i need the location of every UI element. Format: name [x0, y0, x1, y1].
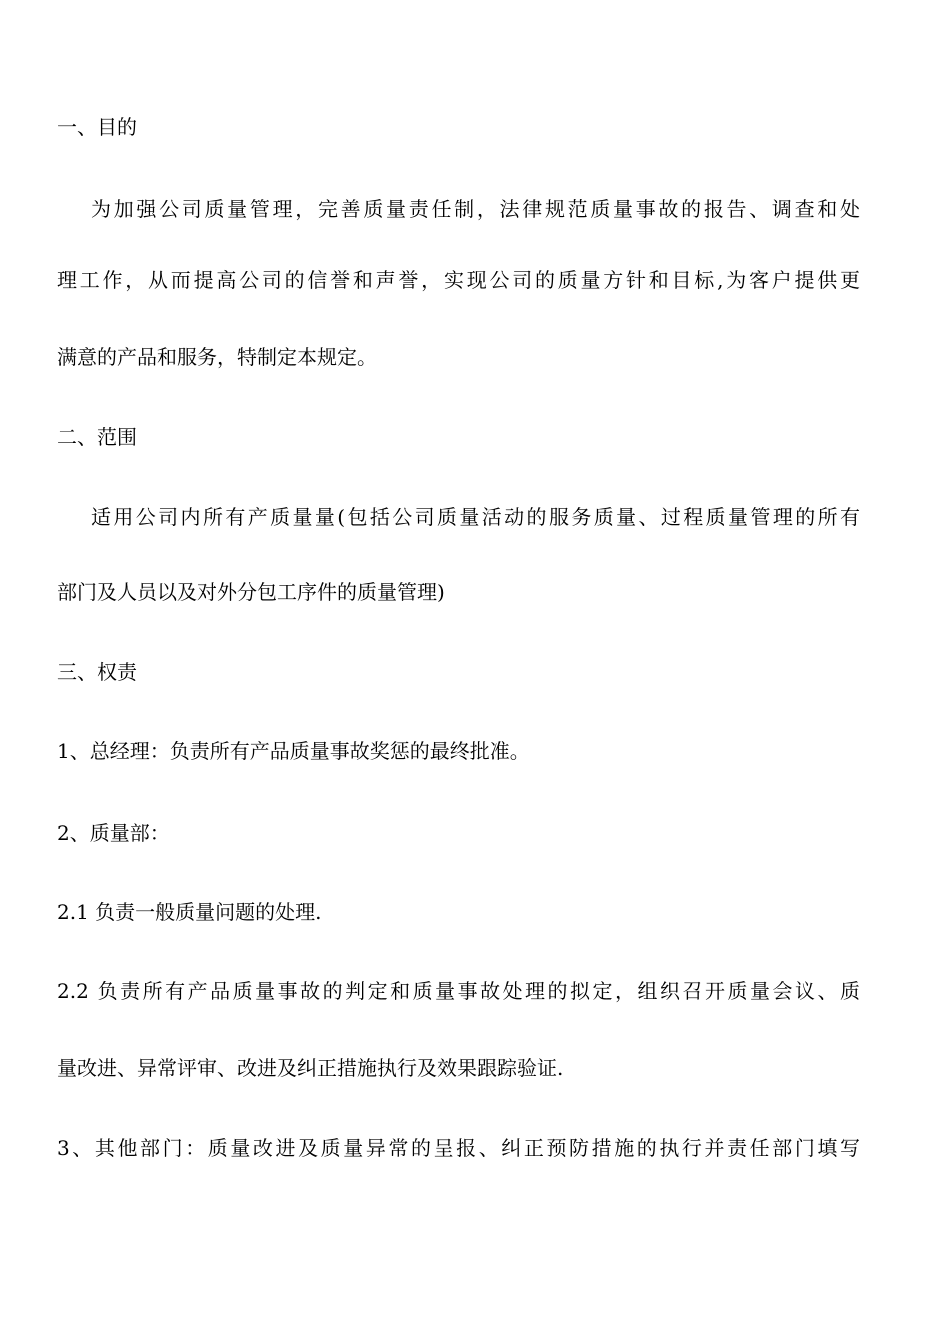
- section-heading-scope: 二、范围: [57, 425, 137, 449]
- item-2-2-line-1: 2.2 负责所有产品质量事故的判定和质量事故处理的拟定，组织召开质量会议、质: [57, 979, 860, 1003]
- section-heading-responsibilities: 三、权责: [57, 660, 137, 684]
- purpose-paragraph-line-1: 为加强公司质量管理，完善质量责任制，法律规范质量事故的报告、调查和处: [91, 197, 860, 221]
- item-2-1: 2.1 负责一般质量问题的处理.: [57, 900, 322, 924]
- scope-paragraph-line-2: 部门及人员以及对外分包工序件的质量管理): [57, 580, 445, 604]
- purpose-paragraph-line-2: 理工作，从而提高公司的信誉和声誉，实现公司的质量方针和目标,为客户提供更: [57, 268, 860, 292]
- item-other-departments-line-1: 3、其他部门：质量改进及质量异常的呈报、纠正预防措施的执行并责任部门填写: [57, 1136, 860, 1160]
- item-general-manager: 1、总经理：负责所有产品质量事故奖惩的最终批准。: [57, 739, 530, 763]
- section-heading-purpose: 一、目的: [57, 115, 137, 139]
- item-quality-department: 2、质量部：: [57, 821, 170, 845]
- scope-paragraph-line-1: 适用公司内所有产质量量(包括公司质量活动的服务质量、过程质量管理的所有: [91, 505, 860, 529]
- item-2-2-line-2: 量改进、异常评审、改进及纠正措施执行及效果跟踪验证.: [57, 1056, 564, 1080]
- purpose-paragraph-line-3: 满意的产品和服务，特制定本规定。: [57, 345, 377, 369]
